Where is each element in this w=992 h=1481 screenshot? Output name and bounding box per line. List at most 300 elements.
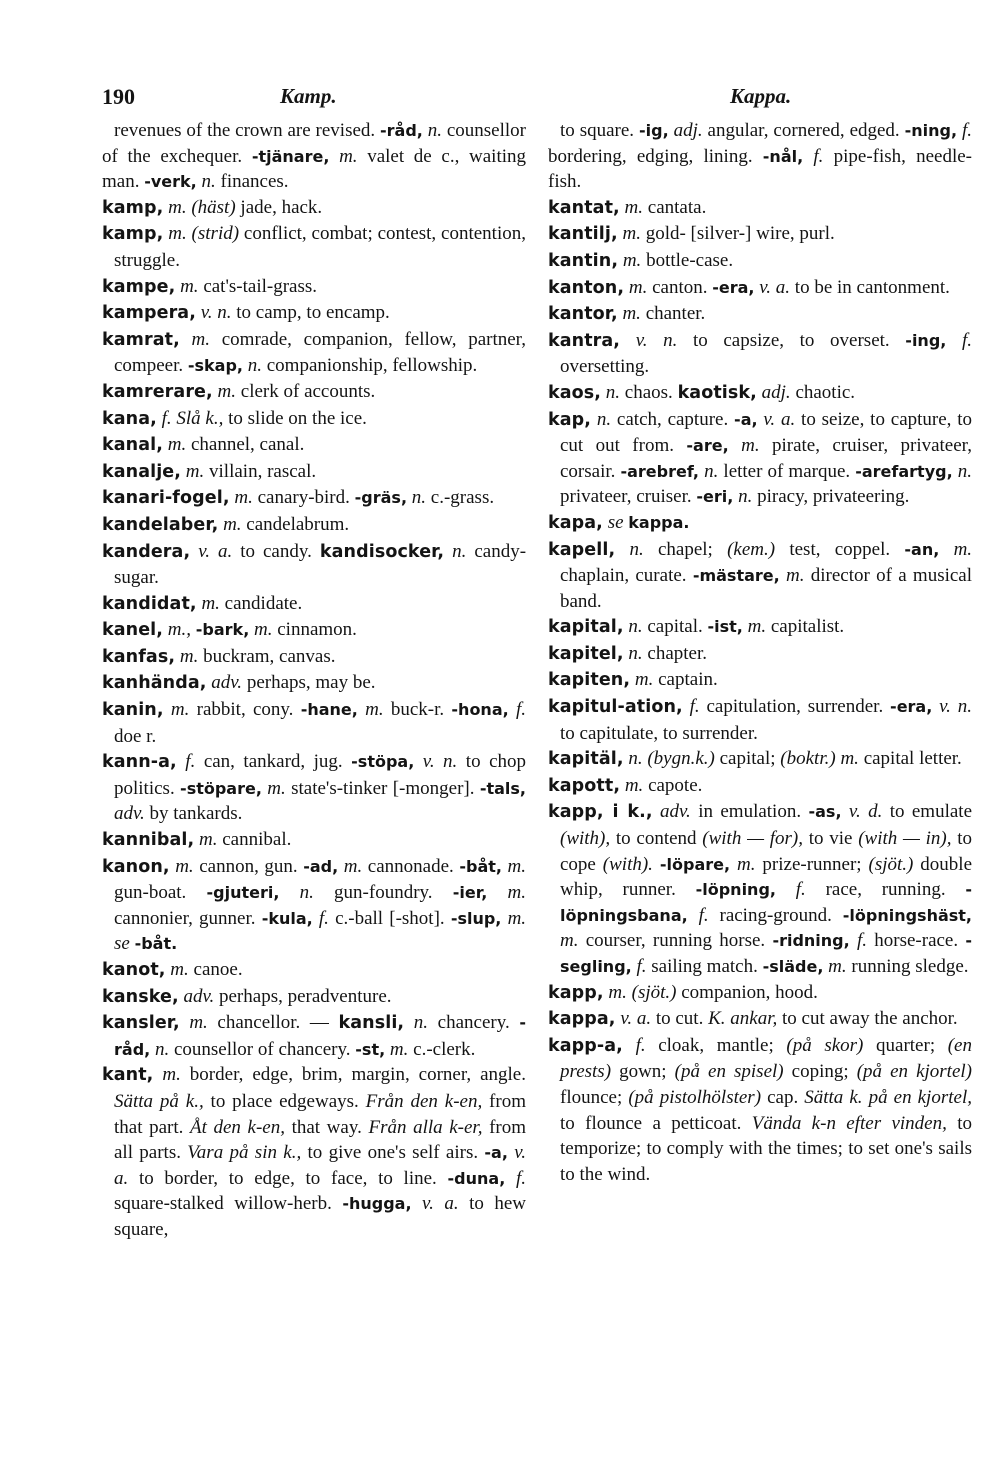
grammar-label: f. [635, 1034, 646, 1056]
definition-text [329, 146, 339, 167]
sub-headword: -ig, [638, 121, 669, 140]
headword: kapa, [548, 512, 603, 533]
definition-text [487, 882, 507, 903]
headword: kamp, [102, 197, 164, 218]
definition-text: perhaps, peradventure. [214, 985, 392, 1007]
grammar-label: m. [170, 959, 189, 980]
definition-text: cloak, mantle; [645, 1034, 787, 1056]
definition-text: catch, capture. [611, 408, 735, 430]
definition-text: capital. [642, 616, 708, 638]
grammar-label: m. [162, 1064, 181, 1086]
grammar-label: m. [622, 249, 642, 271]
dictionary-entry [548, 667, 972, 694]
definition-text: to slide on the ice. [223, 407, 367, 429]
grammar-label: m. [189, 1012, 208, 1034]
grammar-label: m. [622, 223, 641, 245]
definition-text: candidate. [219, 592, 303, 614]
headword: kanin, [102, 700, 164, 721]
definition-text: revenues of the crown are revised. [114, 120, 381, 141]
sub-headword: -duna, [447, 1168, 506, 1188]
grammar-label: v. n. [200, 302, 232, 324]
grammar-label: m. [634, 669, 654, 691]
definition-text [730, 854, 737, 875]
sub-headword: -verk, [144, 172, 197, 192]
definition-text [190, 541, 198, 562]
headword: kapitäl, [548, 749, 624, 770]
sub-headword: -ing, [905, 330, 947, 350]
grammar-label: m. [507, 855, 527, 877]
grammar-label: v. a. [620, 1008, 652, 1030]
dictionary-entry [548, 799, 972, 979]
headword: kampe, [102, 276, 176, 297]
headword: kamp, [102, 224, 164, 245]
dictionary-entry [548, 1033, 972, 1188]
headword: kanton, [548, 277, 625, 298]
definition-text: capitalist. [766, 616, 845, 638]
grammar-label: adj. [673, 120, 703, 141]
dictionary-entry [102, 1062, 526, 1242]
sub-headword: -hugga, [342, 1194, 412, 1214]
definition-text: perhaps, may be. [242, 672, 376, 694]
definition-text [620, 330, 636, 351]
dictionary-entry [102, 697, 526, 749]
definition-text: cinnamon. [272, 619, 357, 641]
headword: kandelaber, [102, 514, 219, 535]
dictionary-entry [548, 773, 972, 800]
headword: kanalje, [102, 461, 182, 482]
grammar-label: n. [411, 487, 427, 509]
sub-headword: -båt. [134, 934, 178, 954]
grammar-label: Från den k-en, [365, 1090, 483, 1112]
headword: kamrat, [102, 329, 180, 350]
definition-text: buck-r. [383, 699, 452, 721]
definition-text: chaos. [620, 381, 678, 403]
dictionary-entry [548, 537, 972, 615]
sub-headword: -bark, [195, 620, 250, 640]
dictionary-entry [536, 118, 972, 195]
definition-text [180, 1012, 190, 1033]
definition-text: that way. [284, 1116, 369, 1138]
grammar-label: v. n. [635, 329, 678, 351]
dictionary-entry [548, 195, 972, 222]
grammar-label: v. a. [422, 1193, 459, 1215]
definition-text [509, 699, 516, 720]
definition-text: c.-clerk. [408, 1038, 476, 1060]
grammar-label: m. (häst) [168, 196, 236, 218]
grammar-label: m. [201, 592, 220, 614]
dictionary-entry [548, 407, 972, 510]
definition-text: gun-boat. [114, 882, 207, 904]
definition-text: to camp, to encamp. [231, 302, 390, 324]
definition-text [842, 801, 849, 822]
grammar-label: n. [247, 355, 262, 377]
grammar-label: adv. [660, 801, 691, 823]
sub-headword: -ier, [452, 883, 488, 903]
headword: kapp, i k., [548, 802, 653, 823]
definition-text: cannonade. [362, 855, 460, 877]
grammar-label: f. [795, 879, 806, 901]
definition-text: counsellor of the exchequer. [102, 120, 526, 167]
headword: kanel, [102, 620, 164, 641]
grammar-label: m. [507, 882, 527, 904]
definition-text: chancery. [428, 1012, 520, 1034]
definition-text: to hew square, [114, 1193, 527, 1240]
definition-text [683, 696, 690, 717]
definition-text: to vie [802, 828, 859, 850]
definition-text: to square. [560, 120, 639, 141]
sub-headword: -löpningshäst, [842, 905, 972, 925]
definition-text: clerk of accounts. [236, 380, 376, 402]
headword: kansli, [338, 1013, 405, 1034]
grammar-label: f. [515, 1167, 526, 1189]
definition-text: racing-ground. [708, 904, 843, 926]
grammar-label: f. [961, 120, 973, 141]
definition-text: valet de c., waiting man. [102, 145, 526, 193]
definition-text [180, 329, 192, 350]
grammar-label: v. n. [939, 696, 973, 718]
definition-text: bordering, edging, lining. [548, 145, 763, 167]
dictionary-entry [102, 854, 526, 957]
sub-headword: -stöpare, [180, 778, 262, 798]
definition-text [939, 539, 953, 560]
definition-text: letter of marque. [718, 460, 856, 482]
definition-text: to cut. [651, 1008, 709, 1030]
grammar-label: m. [828, 956, 847, 977]
definition-text: finances. [215, 171, 289, 193]
grammar-label: f. [689, 696, 700, 718]
headword: kant, [102, 1065, 154, 1086]
definition-text: to be in cantonment. [790, 276, 950, 298]
headword: kanfas, [102, 646, 176, 667]
sub-headword: -a, [734, 409, 758, 429]
dictionary-entry [548, 248, 972, 275]
sub-headword: -skap, [187, 356, 243, 376]
definition-text [444, 541, 452, 562]
definition-text: cantata. [643, 196, 707, 218]
dictionary-entry [102, 539, 526, 591]
definition-text: to flounce a petticoat. [560, 1112, 752, 1134]
headword: kandisocker, [319, 541, 445, 562]
sub-headword: -gräs, [354, 488, 408, 508]
sub-headword: -löpning, [695, 880, 776, 900]
grammar-label: v. d. [848, 801, 883, 823]
left-column [102, 118, 526, 1243]
definition-text: double whip, runner. [560, 853, 973, 901]
grammar-label: m. [167, 434, 187, 456]
right-column [548, 118, 972, 1187]
dictionary-entry [548, 641, 972, 668]
definition-text: gown; [611, 1061, 675, 1083]
definition-text [164, 699, 171, 720]
sub-headword: -st, [355, 1039, 386, 1059]
sub-headword: -hane, [300, 700, 358, 720]
definition-text: buckram, canvas. [198, 645, 336, 667]
dictionary-entry [102, 221, 526, 273]
grammar-label: m. [560, 930, 579, 952]
grammar-label: adj. [761, 381, 791, 403]
definition-text: privateer, cruiser. [560, 486, 697, 508]
sub-headword: -ist, [707, 617, 743, 637]
grammar-label: m. (strid) [168, 223, 240, 245]
definition-text: capital; [714, 748, 781, 770]
grammar-label: m. [179, 645, 199, 667]
definition-text: bottle-case. [641, 249, 734, 271]
headword: kapitul-ation, [548, 697, 683, 718]
grammar-label: n. [413, 1012, 429, 1034]
definition-text: chapter. [642, 642, 708, 664]
grammar-label: Åt den k-en, [190, 1116, 285, 1138]
definition-text: angular, cornered, edged. [702, 120, 905, 141]
headword: kanot, [102, 960, 166, 980]
sub-headword: -tals, [479, 778, 526, 798]
headword: kampera, [102, 303, 196, 324]
dictionary-entry [548, 301, 972, 328]
dictionary-entry [548, 694, 972, 746]
definition-text: capital letter. [858, 748, 962, 770]
headword: kaotisk, [677, 382, 757, 403]
headword: kap, [548, 409, 592, 430]
grammar-label: m. [747, 616, 767, 638]
definition-text: to cope [560, 828, 973, 875]
sub-headword: -råd, [380, 121, 423, 140]
grammar-label: m. [185, 460, 205, 482]
sub-headword: -löpningsbana, [560, 880, 973, 925]
grammar-label: (with — for), [702, 828, 803, 850]
dictionary-entry [102, 485, 526, 512]
dictionary-entry [102, 670, 526, 697]
headword: kapital, [548, 617, 624, 638]
grammar-label: n. [605, 381, 621, 403]
sub-headword: -ning, [904, 121, 958, 140]
definition-text: cat's-tail-grass. [198, 275, 317, 297]
grammar-label: m. [267, 777, 286, 799]
grammar-label: n. [299, 882, 314, 904]
definition-text: canoe. [188, 959, 243, 980]
running-head-right: Kappa. [730, 84, 792, 108]
dictionary-entry [102, 1010, 526, 1062]
dictionary-entry [102, 591, 526, 618]
grammar-label: m. [191, 328, 211, 350]
dictionary-entry [102, 984, 526, 1011]
definition-text: cannibal. [217, 829, 292, 851]
definition-text: pipe-fish, needle-fish. [548, 145, 973, 193]
page-header [102, 84, 970, 114]
grammar-label: m. [953, 538, 973, 560]
grammar-label: n. [154, 1038, 170, 1060]
definition-text: villain, rascal. [204, 460, 317, 482]
sub-headword: -are, [686, 436, 729, 456]
grammar-label: f. [961, 329, 972, 351]
sub-headword: -stöpa, [351, 752, 415, 772]
sub-headword: -gjuteri, [206, 883, 280, 903]
definition-text [729, 435, 741, 456]
headword: kaos, [548, 382, 602, 403]
definition-text: counsellor of chancery. [169, 1038, 356, 1060]
definition-text: to temporize; to comply with the times; to set one's sails to the wind. [560, 1112, 972, 1185]
headword: kapiten, [548, 670, 631, 691]
sub-headword: -råd, [114, 1013, 527, 1059]
dictionary-entry [102, 957, 526, 984]
definition-text: to seize, to capture, to cut out from. [560, 408, 973, 457]
definition-text: to give one's self airs. [301, 1142, 485, 1164]
sub-headword: -segling, [560, 931, 973, 976]
definition-text: courser, running horse. [578, 930, 773, 952]
grammar-label: n. [596, 408, 612, 430]
grammar-label: Från alla k-er, [368, 1116, 483, 1138]
definition-text: to border, to edge, to face, to line. [128, 1167, 448, 1189]
definition-text: flounce; [560, 1086, 629, 1108]
definition-text: can, tankard, jug. [195, 751, 352, 773]
sub-headword: -båt, [459, 856, 502, 876]
grammar-label: (en prests) [560, 1034, 972, 1083]
grammar-label: f. [636, 956, 647, 977]
definition-text [505, 1168, 516, 1189]
headword: kapott, [548, 775, 621, 796]
definition-text: from all parts. [114, 1116, 527, 1164]
definition-text: canary-bird. [252, 487, 355, 509]
dictionary-entry [102, 644, 526, 671]
dictionary-entry [102, 379, 526, 406]
definition-text: to place edgeways. [203, 1090, 366, 1112]
definition-text: quarter; [863, 1034, 948, 1056]
grammar-label: v. a. [114, 1142, 527, 1189]
grammar-label: f. [515, 699, 526, 721]
sub-headword: -slup, [450, 908, 502, 928]
dictionary-entry [548, 275, 972, 302]
headword: kantilj, [548, 224, 618, 245]
sub-headword: -släde, [762, 957, 824, 976]
headword: kapp, [548, 982, 604, 1003]
definition-text: chapel; [643, 538, 728, 560]
definition-text: rabbit, cony. [189, 699, 301, 721]
headword: kappa, [548, 1009, 616, 1030]
definition-text: companionship, fellowship. [262, 355, 478, 377]
grammar-label: Sätta k. på en kjortel, [804, 1086, 972, 1108]
definition-text [615, 539, 629, 560]
definition-text: running sledge. [846, 956, 969, 977]
headword: kana, [102, 408, 157, 429]
definition-text: by tankards. [144, 803, 243, 825]
headword: kanske, [102, 986, 179, 1007]
grammar-label: n. [738, 486, 753, 508]
grammar-label: m. [234, 487, 253, 509]
definition-text [803, 146, 813, 167]
grammar-label: m. [217, 380, 237, 402]
grammar-label: v. n. [422, 751, 458, 773]
definition-text: to capitulate, to surrender. [560, 722, 758, 744]
headword: kantat, [548, 197, 620, 218]
grammar-label: m. [180, 275, 199, 297]
headword: kandidat, [102, 593, 197, 614]
grammar-label: f. [698, 904, 709, 926]
grammar-label: m. [175, 855, 194, 877]
definition-text: canton. [647, 276, 713, 298]
definition-text: candelabrum. [241, 513, 350, 535]
definition-text: captain. [653, 669, 718, 691]
sub-headword: -era, [712, 277, 755, 297]
headword: kamrerare, [102, 381, 213, 402]
definition-text: c.-ball [-shot]. [328, 907, 451, 929]
sub-headword: -era, [890, 697, 933, 717]
grammar-label: (with). [602, 853, 653, 875]
definition-text: channel, canal. [186, 434, 305, 456]
sub-headword: -arefartyg, [855, 461, 953, 481]
definition-text [623, 1035, 636, 1056]
grammar-label: v. a. [759, 276, 791, 298]
grammar-label: n. [704, 460, 719, 482]
headword: kann-a, [102, 752, 177, 773]
definition-text [414, 751, 423, 772]
headword: kapitel, [548, 643, 624, 664]
dictionary-entry [548, 1006, 972, 1033]
definition-text [653, 854, 660, 875]
grammar-label: Vända k-n efter vinden, [751, 1112, 947, 1134]
definition-text: square-stalked willow-herb. [114, 1193, 343, 1215]
running-head-left: Kamp. [280, 84, 337, 108]
grammar-label: (på pistolhölster) [628, 1086, 762, 1108]
definition-text: gun-foundry. [313, 882, 453, 904]
grammar-label: m., [167, 619, 192, 641]
definition-text [688, 905, 699, 926]
sub-headword: -mästare, [692, 566, 780, 586]
definition-text: director of a musical band. [560, 565, 973, 612]
sub-headword: -an, [904, 539, 940, 559]
definition-text: coping; [783, 1061, 857, 1083]
dictionary-entry [102, 459, 526, 486]
headword: kannibal, [102, 830, 195, 851]
sub-headword: -ridning, [772, 931, 850, 951]
sub-headword: -as, [808, 802, 842, 822]
definition-text [653, 801, 660, 822]
dictionary-entry [102, 195, 526, 222]
sub-headword: kappa. [628, 512, 690, 532]
grammar-label: K. ankar, [708, 1008, 778, 1030]
grammar-label: adv. [211, 672, 243, 694]
definition-text: from that part. [114, 1090, 526, 1138]
headword: kandera, [102, 541, 191, 562]
sub-headword: -a, [484, 1143, 508, 1163]
definition-text: chanter. [640, 303, 706, 325]
definition-text [279, 882, 299, 903]
grammar-label: n. [201, 171, 216, 193]
grammar-label: adv. [183, 985, 215, 1007]
grammar-label: (på en spisel) [674, 1061, 784, 1083]
grammar-label: (på en kjortel) [856, 1061, 972, 1083]
headword: kanhända, [102, 673, 207, 694]
grammar-label: (boktr.) m. [780, 748, 859, 770]
grammar-label: m. [389, 1038, 409, 1060]
headword: kapell, [548, 539, 616, 560]
grammar-label: n. [628, 642, 643, 664]
definition-text [776, 879, 796, 900]
dictionary-entry [102, 827, 526, 854]
sub-headword: -ad, [303, 856, 339, 876]
grammar-label: (sjöt.) [868, 853, 914, 875]
grammar-label: f. [856, 930, 867, 952]
definition-text: piracy, privateering. [752, 486, 910, 508]
grammar-label: f. [813, 145, 824, 167]
definition-text [946, 330, 962, 351]
grammar-label: m. [343, 855, 363, 877]
definition-text: chaplain, curate. [560, 565, 693, 587]
sub-headword: -kula, [261, 908, 313, 928]
grammar-label: m. se [114, 907, 527, 955]
definition-text: horse-race. [867, 930, 966, 952]
headword: kapp-a, [548, 1035, 623, 1056]
grammar-label: m. [737, 853, 756, 875]
dictionary-entry [102, 749, 526, 827]
dictionary-entry [548, 328, 972, 380]
